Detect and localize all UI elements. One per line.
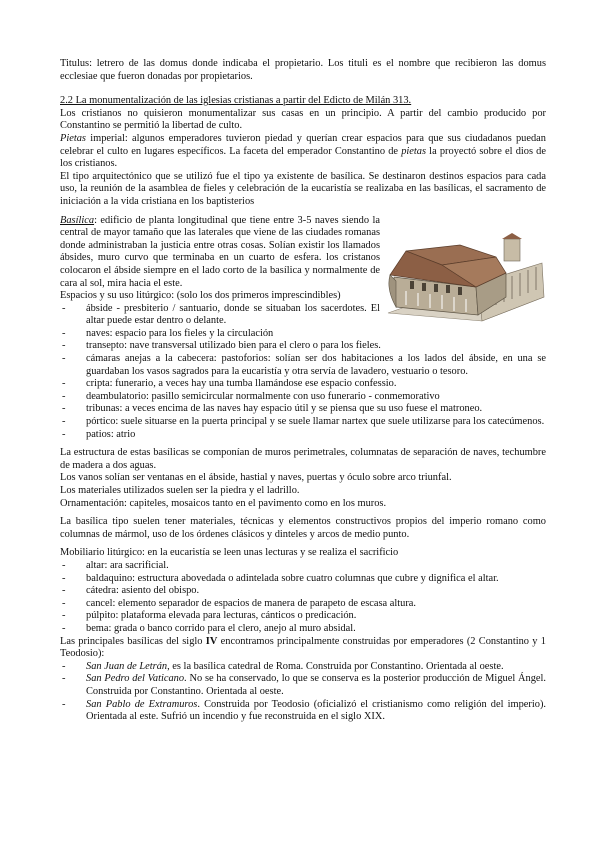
- list-item: - púlpito: plataforma elevada para lecturas, cánticos o predicación.: [60, 610, 546, 623]
- tipo-paragraph: El tipo arquitectónico que se utilizó fue el tipo ya existente de basílica. Se destinaron destinos espacios para cada uso, la reunión de la asamblea de fieles y celebración de la eucaristía se realizaba en las basílicas, el sacramento de iniciación a la vida cristiana en los baptisterios: [60, 170, 546, 207]
- pietas-paragraph: [60, 133, 546, 171]
- principales-paragraph: [60, 636, 546, 661]
- pietas-text-a: imperial: algunos emperadores tuvieron piedad y querían crear espacios para que sus ciudadanos puedan celebrar el culto en lugares específicos. La faceta del emperador Constantino de: [60, 132, 546, 157]
- pietas-text-b: la proyectó sobre el dios de los cristianos.: [60, 145, 546, 170]
- document-page: [60, 58, 546, 724]
- pietas-label: Pietas: [60, 132, 86, 144]
- list-item: - naves: espacio para los fieles y la circulación: [60, 328, 546, 341]
- tipo-basilica-paragraph: La basílica tipo suelen tener materiales, técnicas y elementos constructivos propios del imperio romano como columnas de mármol, uso de los órdenes clásicos y dinteles y arcos de medio punto.: [60, 516, 546, 540]
- vanos-paragraph: Los vanos solían ser ventanas en el ábside, hastial y naves, puertas y óculo sobre arco triunfal.: [60, 472, 452, 484]
- mobiliario-list: [60, 560, 546, 636]
- basilica-desc: , es la basílica catedral de Roma. Construida por Constantino. Orientada al oeste.: [167, 660, 504, 672]
- list-item: - bema: grada o banco corrido para el clero, anejo al muro absidal.: [60, 623, 546, 636]
- basilicas-list: [60, 661, 546, 724]
- section-heading: 2.2 La monumentalización de las iglesias cristianas a partir del Edicto de Milán 313.: [60, 95, 412, 107]
- list-item: - cancel: elemento separador de espacios de manera de parapeto de escasa altura.: [60, 598, 546, 611]
- principales-text-b: encontramos principalmente construidas por emperadores (2 Constantino y 1 Teodosio):: [60, 635, 546, 660]
- basilica-desc: . No se ha conservado, lo que se conserva es la posterior producción de Miguel Ángel. Construida por Constantino. Orientada al oeste.: [86, 673, 546, 697]
- espacios-intro: Espacios y su uso litúrgico: (solo los dos primeros imprescindibles): [60, 290, 341, 302]
- list-item: - altar: ara sacrificial.: [60, 560, 546, 573]
- list-item: - pórtico: suele situarse en la puerta principal y se suele llamar nartex que suele utilizarse para los catecúmenos.: [60, 416, 546, 429]
- mobiliario-intro: Mobiliario litúrgico: en la eucaristía se leen unas lecturas y se realiza el sacrificio: [60, 547, 399, 559]
- list-item: - deambulatorio: pasillo semicircular normalmente con uso funerario - conmemorativo: [60, 391, 546, 404]
- list-item: - cátedra: asiento del obispo.: [60, 585, 546, 598]
- list-item: - transepto: nave transversal utilizado bien para el clero o para los fieles.: [60, 340, 546, 353]
- list-item: - patios: atrio: [60, 429, 546, 442]
- list-item: - cámaras anejas a la cabecera: pastoforios: solían ser dos habitaciones a los lados del ábside, en una se guardaban los vasos sagrados para la eucaristía y otra servía de lavadero, vestuario o tesoro.: [60, 353, 546, 378]
- basilica-name: San Pablo de Extramuros: [86, 698, 198, 710]
- materiales-paragraph: Los materiales utilizados suelen ser la piedra y el ladrillo.: [60, 485, 300, 496]
- espacios-list: [60, 303, 546, 442]
- list-item: [60, 699, 546, 724]
- list-item: [60, 673, 546, 698]
- basilica-name: San Juan de Letrán: [86, 660, 168, 672]
- principales-text-a: Las principales basílicas del siglo: [60, 635, 206, 647]
- basilica-name: San Pedro del Vaticano: [86, 673, 185, 685]
- list-item: - ábside - presbiterio / santuario, donde se situaban los sacerdotes. El altar puede estar dentro o delante.: [60, 303, 546, 328]
- pietas-italic: pietas: [401, 145, 427, 157]
- tituli-paragraph: Titulus: letrero de las domus donde indicaba el propietario. Los tituli es el nombre que recibieron las domus ecclesiae que fueron donadas por propietarios.: [60, 58, 546, 82]
- list-item: - baldaquino: estructura abovedada o adintelada sobre cuatro columnas que cubre y dignifica el altar.: [60, 573, 546, 586]
- basilica-term: Basílica: [60, 214, 95, 226]
- estructura-paragraph: La estructura de estas basílicas se componían de muros perimetrales, columnatas de separación de naves, techumbre de madera a dos aguas.: [60, 447, 546, 471]
- ornamentacion-paragraph: Ornamentación: capiteles, mosaicos tanto en el pavimento como en los muros.: [60, 497, 387, 509]
- list-item: - tribunas: a veces encima de las naves hay espacio útil y se piensa que su uso fuese el matroneo.: [60, 403, 546, 416]
- intro-paragraph: Los cristianos no quisieron monumentalizar sus casas en un principio. A partir del cambio producido por Constantino se permitió la libertad de culto.: [60, 107, 546, 132]
- list-item: [60, 661, 546, 674]
- basilica-text: : edificio de planta longitudinal que tiene entre 3-5 naves siendo la central de mayor tamaño que las laterales que viene de las ciudades romanas donde administraban la justicia entre otras cosas. Solían existir los llamados ábsides, muro curvo que terminaba en un cuarto de esfera. los cristanos colocaron el ábside siempre en el lado corto de la basílica y normalmente de cara al sol, mira hacia el este.: [60, 214, 380, 289]
- principales-century: IV: [205, 635, 218, 647]
- basilica-desc: . Construida por Teodosio (oficializó el cristianismo como religión del imperio). Orientada al este. Sufrió un incendio y fue reconstruida en el siglo XIX.: [86, 698, 547, 723]
- list-item: - cripta: funerario, a veces hay una tumba llamándose ese espacio confessio.: [60, 378, 546, 391]
